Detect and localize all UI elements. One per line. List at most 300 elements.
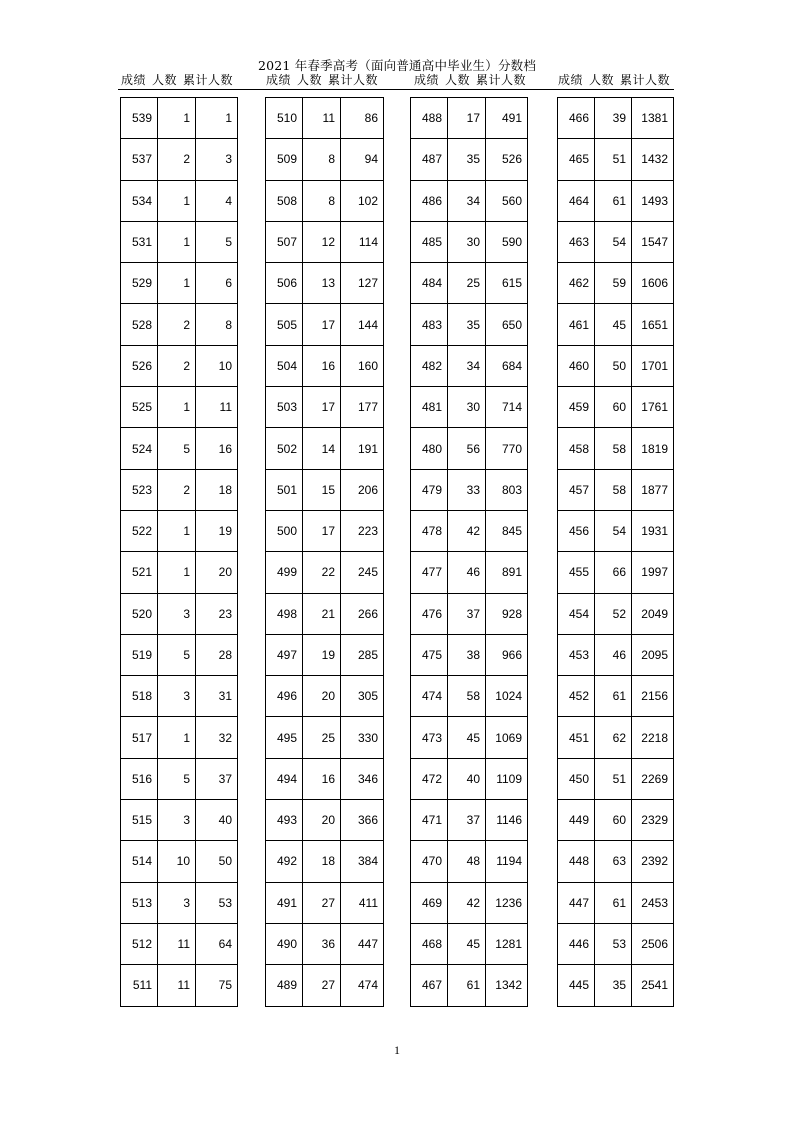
count-cell: 40 <box>448 758 486 799</box>
table-row <box>121 139 238 180</box>
score-cell: 468 <box>411 923 448 964</box>
score-cell: 537 <box>121 139 158 180</box>
table-row <box>411 923 528 964</box>
table-row <box>121 98 238 139</box>
score-cell: 465 <box>558 139 595 180</box>
cumulative-cell: 770 <box>486 428 528 469</box>
count-cell: 17 <box>303 387 341 428</box>
score-cell: 479 <box>411 469 448 510</box>
cumulative-cell: 590 <box>486 221 528 262</box>
count-cell: 1 <box>158 552 196 593</box>
count-cell: 8 <box>303 139 341 180</box>
count-cell: 11 <box>158 965 196 1006</box>
table-row <box>266 965 384 1006</box>
score-cell: 450 <box>558 758 595 799</box>
count-cell: 2 <box>158 139 196 180</box>
count-cell: 1 <box>158 387 196 428</box>
count-cell: 21 <box>303 593 341 634</box>
table-row <box>266 387 384 428</box>
score-cell: 458 <box>558 428 595 469</box>
cumulative-cell: 891 <box>486 552 528 593</box>
score-table-2 <box>265 97 384 1007</box>
count-cell: 14 <box>303 428 341 469</box>
header-cumulative: 累计人数 <box>328 73 379 87</box>
score-cell: 453 <box>558 634 595 675</box>
cumulative-cell: 75 <box>196 965 238 1006</box>
score-cell: 475 <box>411 634 448 675</box>
table-row <box>266 717 384 758</box>
count-cell: 1 <box>158 263 196 304</box>
score-cell: 512 <box>121 923 158 964</box>
count-cell: 11 <box>158 923 196 964</box>
cumulative-cell: 1819 <box>632 428 674 469</box>
count-cell: 3 <box>158 676 196 717</box>
table-row <box>121 841 238 882</box>
table-row <box>411 717 528 758</box>
count-cell: 36 <box>303 923 341 964</box>
header-rule <box>118 89 674 90</box>
score-cell: 515 <box>121 800 158 841</box>
cumulative-cell: 928 <box>486 593 528 634</box>
cumulative-cell: 366 <box>341 800 384 841</box>
score-cell: 514 <box>121 841 158 882</box>
score-cell: 481 <box>411 387 448 428</box>
cumulative-cell: 10 <box>196 345 238 386</box>
score-cell: 495 <box>266 717 303 758</box>
score-cell: 484 <box>411 263 448 304</box>
score-cell: 457 <box>558 469 595 510</box>
count-cell: 62 <box>595 717 632 758</box>
cumulative-cell: 1146 <box>486 800 528 841</box>
cumulative-cell: 144 <box>341 304 384 345</box>
cumulative-cell: 285 <box>341 634 384 675</box>
table-row <box>558 345 674 386</box>
score-cell: 471 <box>411 800 448 841</box>
cumulative-cell: 1997 <box>632 552 674 593</box>
cumulative-cell: 526 <box>486 139 528 180</box>
cumulative-cell: 40 <box>196 800 238 841</box>
count-cell: 12 <box>303 221 341 262</box>
count-cell: 37 <box>448 593 486 634</box>
score-cell: 482 <box>411 345 448 386</box>
cumulative-cell: 11 <box>196 387 238 428</box>
count-cell: 66 <box>595 552 632 593</box>
count-cell: 54 <box>595 510 632 551</box>
cumulative-cell: 4 <box>196 180 238 221</box>
cumulative-cell: 18 <box>196 469 238 510</box>
cumulative-cell: 31 <box>196 676 238 717</box>
score-cell: 483 <box>411 304 448 345</box>
table-row <box>266 469 384 510</box>
table-row <box>411 965 528 1006</box>
cumulative-cell: 1877 <box>632 469 674 510</box>
cumulative-cell: 346 <box>341 758 384 799</box>
table-row <box>121 469 238 510</box>
table-row <box>411 180 528 221</box>
cumulative-cell: 560 <box>486 180 528 221</box>
cumulative-cell: 266 <box>341 593 384 634</box>
count-cell: 27 <box>303 882 341 923</box>
count-cell: 53 <box>595 923 632 964</box>
cumulative-cell: 650 <box>486 304 528 345</box>
count-cell: 2 <box>158 345 196 386</box>
count-cell: 42 <box>448 510 486 551</box>
score-cell: 499 <box>266 552 303 593</box>
column-header-group <box>414 71 532 88</box>
table-row <box>266 882 384 923</box>
cumulative-cell: 86 <box>341 98 384 139</box>
table-row <box>266 676 384 717</box>
column-header-group <box>121 71 239 88</box>
cumulative-cell: 305 <box>341 676 384 717</box>
table-row <box>121 882 238 923</box>
cumulative-cell: 223 <box>341 510 384 551</box>
cumulative-cell: 845 <box>486 510 528 551</box>
table-row <box>558 841 674 882</box>
table-row <box>121 552 238 593</box>
table-row <box>558 469 674 510</box>
count-cell: 25 <box>303 717 341 758</box>
cumulative-cell: 6 <box>196 263 238 304</box>
count-cell: 22 <box>303 552 341 593</box>
table-row <box>266 758 384 799</box>
table-row <box>121 800 238 841</box>
score-cell: 494 <box>266 758 303 799</box>
count-cell: 1 <box>158 180 196 221</box>
cumulative-cell: 20 <box>196 552 238 593</box>
cumulative-cell: 714 <box>486 387 528 428</box>
count-cell: 5 <box>158 758 196 799</box>
score-cell: 473 <box>411 717 448 758</box>
table-row <box>558 304 674 345</box>
table-row <box>266 841 384 882</box>
count-cell: 18 <box>303 841 341 882</box>
table-row <box>558 98 674 139</box>
table-row <box>266 98 384 139</box>
header-cumulative: 累计人数 <box>620 73 671 87</box>
table-row <box>121 965 238 1006</box>
cumulative-cell: 94 <box>341 139 384 180</box>
score-cell: 449 <box>558 800 595 841</box>
table-row <box>411 263 528 304</box>
table-row <box>558 676 674 717</box>
page-title: 2021 年春季高考（面向普通高中毕业生）分数档 <box>257 58 537 73</box>
header-count: 人数 <box>297 73 323 87</box>
score-cell: 489 <box>266 965 303 1006</box>
score-cell: 521 <box>121 552 158 593</box>
table-row <box>558 428 674 469</box>
score-cell: 474 <box>411 676 448 717</box>
score-cell: 517 <box>121 717 158 758</box>
cumulative-cell: 191 <box>341 428 384 469</box>
cumulative-cell: 1701 <box>632 345 674 386</box>
score-cell: 454 <box>558 593 595 634</box>
page-number: 1 <box>394 1043 400 1057</box>
cumulative-cell: 2329 <box>632 800 674 841</box>
cumulative-cell: 1432 <box>632 139 674 180</box>
table-row <box>411 800 528 841</box>
table-row <box>411 676 528 717</box>
table-row <box>411 593 528 634</box>
cumulative-cell: 1109 <box>486 758 528 799</box>
table-row <box>121 717 238 758</box>
table-row <box>411 469 528 510</box>
count-cell: 37 <box>448 800 486 841</box>
score-cell: 492 <box>266 841 303 882</box>
count-cell: 61 <box>595 882 632 923</box>
table-row <box>121 758 238 799</box>
score-cell: 506 <box>266 263 303 304</box>
cumulative-cell: 384 <box>341 841 384 882</box>
table-row <box>121 923 238 964</box>
score-cell: 518 <box>121 676 158 717</box>
score-cell: 524 <box>121 428 158 469</box>
table-row <box>411 758 528 799</box>
table-row <box>266 923 384 964</box>
score-cell: 498 <box>266 593 303 634</box>
score-cell: 445 <box>558 965 595 1006</box>
count-cell: 2 <box>158 469 196 510</box>
score-cell: 487 <box>411 139 448 180</box>
score-table-3 <box>410 97 528 1007</box>
cumulative-cell: 2269 <box>632 758 674 799</box>
table-row <box>558 139 674 180</box>
cumulative-cell: 3 <box>196 139 238 180</box>
table-row <box>411 841 528 882</box>
header-cumulative: 累计人数 <box>476 73 527 87</box>
score-cell: 459 <box>558 387 595 428</box>
count-cell: 51 <box>595 758 632 799</box>
table-row <box>121 263 238 304</box>
cumulative-cell: 177 <box>341 387 384 428</box>
count-cell: 17 <box>303 304 341 345</box>
cumulative-cell: 2541 <box>632 965 674 1006</box>
cumulative-cell: 491 <box>486 98 528 139</box>
score-cell: 504 <box>266 345 303 386</box>
count-cell: 20 <box>303 676 341 717</box>
count-cell: 46 <box>595 634 632 675</box>
score-cell: 534 <box>121 180 158 221</box>
table-row <box>558 800 674 841</box>
cumulative-cell: 1024 <box>486 676 528 717</box>
count-cell: 59 <box>595 263 632 304</box>
count-cell: 48 <box>448 841 486 882</box>
count-cell: 16 <box>303 758 341 799</box>
count-cell: 45 <box>595 304 632 345</box>
cumulative-cell: 2453 <box>632 882 674 923</box>
header-count: 人数 <box>589 73 615 87</box>
cumulative-cell: 1236 <box>486 882 528 923</box>
score-cell: 513 <box>121 882 158 923</box>
score-table-1 <box>120 97 238 1007</box>
table-row <box>121 510 238 551</box>
cumulative-cell: 102 <box>341 180 384 221</box>
count-cell: 19 <box>303 634 341 675</box>
header-score: 成绩 <box>266 73 292 87</box>
count-cell: 3 <box>158 800 196 841</box>
table-row <box>558 965 674 1006</box>
score-cell: 523 <box>121 469 158 510</box>
score-cell: 455 <box>558 552 595 593</box>
cumulative-cell: 28 <box>196 634 238 675</box>
count-cell: 34 <box>448 180 486 221</box>
score-cell: 456 <box>558 510 595 551</box>
count-cell: 30 <box>448 387 486 428</box>
table-row <box>266 221 384 262</box>
table-row <box>266 345 384 386</box>
cumulative-cell: 53 <box>196 882 238 923</box>
cumulative-cell: 160 <box>341 345 384 386</box>
count-cell: 50 <box>595 345 632 386</box>
table-row <box>266 510 384 551</box>
count-cell: 1 <box>158 221 196 262</box>
cumulative-cell: 1281 <box>486 923 528 964</box>
score-cell: 460 <box>558 345 595 386</box>
table-row <box>558 634 674 675</box>
cumulative-cell: 684 <box>486 345 528 386</box>
count-cell: 17 <box>303 510 341 551</box>
cumulative-cell: 206 <box>341 469 384 510</box>
cumulative-cell: 19 <box>196 510 238 551</box>
cumulative-cell: 1194 <box>486 841 528 882</box>
cumulative-cell: 1493 <box>632 180 674 221</box>
table-row <box>121 221 238 262</box>
column-header-group <box>266 71 384 88</box>
column-header-group <box>558 71 676 88</box>
score-cell: 476 <box>411 593 448 634</box>
table-row <box>121 676 238 717</box>
score-cell: 511 <box>121 965 158 1006</box>
count-cell: 34 <box>448 345 486 386</box>
score-cell: 510 <box>266 98 303 139</box>
table-row <box>266 428 384 469</box>
table-row <box>558 758 674 799</box>
score-cell: 500 <box>266 510 303 551</box>
table-row <box>266 304 384 345</box>
score-cell: 493 <box>266 800 303 841</box>
score-cell: 491 <box>266 882 303 923</box>
table-row <box>411 304 528 345</box>
count-cell: 8 <box>303 180 341 221</box>
cumulative-cell: 1761 <box>632 387 674 428</box>
count-cell: 1 <box>158 717 196 758</box>
score-cell: 463 <box>558 221 595 262</box>
count-cell: 11 <box>303 98 341 139</box>
count-cell: 42 <box>448 882 486 923</box>
table-row <box>266 800 384 841</box>
count-cell: 1 <box>158 98 196 139</box>
table-row <box>558 717 674 758</box>
cumulative-cell: 32 <box>196 717 238 758</box>
cumulative-cell: 8 <box>196 304 238 345</box>
table-row <box>266 552 384 593</box>
cumulative-cell: 2392 <box>632 841 674 882</box>
score-cell: 466 <box>558 98 595 139</box>
score-cell: 464 <box>558 180 595 221</box>
cumulative-cell: 114 <box>341 221 384 262</box>
count-cell: 3 <box>158 882 196 923</box>
cumulative-cell: 330 <box>341 717 384 758</box>
count-cell: 45 <box>448 717 486 758</box>
cumulative-cell: 16 <box>196 428 238 469</box>
count-cell: 3 <box>158 593 196 634</box>
header-cumulative: 累计人数 <box>183 73 234 87</box>
score-cell: 472 <box>411 758 448 799</box>
count-cell: 58 <box>595 469 632 510</box>
cumulative-cell: 5 <box>196 221 238 262</box>
cumulative-cell: 64 <box>196 923 238 964</box>
table-row <box>121 180 238 221</box>
table-row <box>411 221 528 262</box>
count-cell: 45 <box>448 923 486 964</box>
table-row <box>411 510 528 551</box>
cumulative-cell: 2049 <box>632 593 674 634</box>
score-cell: 519 <box>121 634 158 675</box>
table-row <box>558 263 674 304</box>
score-table-4 <box>557 97 674 1007</box>
score-cell: 480 <box>411 428 448 469</box>
score-cell: 447 <box>558 882 595 923</box>
score-cell: 485 <box>411 221 448 262</box>
count-cell: 63 <box>595 841 632 882</box>
table-row <box>411 139 528 180</box>
score-cell: 526 <box>121 345 158 386</box>
cumulative-cell: 1069 <box>486 717 528 758</box>
table-row <box>121 304 238 345</box>
score-cell: 467 <box>411 965 448 1006</box>
count-cell: 52 <box>595 593 632 634</box>
count-cell: 38 <box>448 634 486 675</box>
score-cell: 446 <box>558 923 595 964</box>
score-cell: 452 <box>558 676 595 717</box>
count-cell: 17 <box>448 98 486 139</box>
count-cell: 13 <box>303 263 341 304</box>
count-cell: 58 <box>448 676 486 717</box>
score-cell: 522 <box>121 510 158 551</box>
cumulative-cell: 1547 <box>632 221 674 262</box>
cumulative-cell: 2095 <box>632 634 674 675</box>
count-cell: 35 <box>448 304 486 345</box>
header-score: 成绩 <box>558 73 584 87</box>
table-row <box>558 180 674 221</box>
score-cell: 477 <box>411 552 448 593</box>
score-cell: 469 <box>411 882 448 923</box>
table-row <box>558 552 674 593</box>
table-row <box>411 98 528 139</box>
cumulative-cell: 803 <box>486 469 528 510</box>
count-cell: 60 <box>595 800 632 841</box>
score-cell: 451 <box>558 717 595 758</box>
cumulative-cell: 37 <box>196 758 238 799</box>
table-row <box>121 428 238 469</box>
table-row <box>558 221 674 262</box>
table-row <box>558 593 674 634</box>
cumulative-cell: 2156 <box>632 676 674 717</box>
cumulative-cell: 411 <box>341 882 384 923</box>
cumulative-cell: 1381 <box>632 98 674 139</box>
score-cell: 461 <box>558 304 595 345</box>
table-row <box>411 634 528 675</box>
table-row <box>121 345 238 386</box>
score-cell: 501 <box>266 469 303 510</box>
score-cell: 505 <box>266 304 303 345</box>
count-cell: 10 <box>158 841 196 882</box>
header-score: 成绩 <box>121 73 147 87</box>
table-row <box>411 387 528 428</box>
count-cell: 1 <box>158 510 196 551</box>
count-cell: 46 <box>448 552 486 593</box>
count-cell: 30 <box>448 221 486 262</box>
